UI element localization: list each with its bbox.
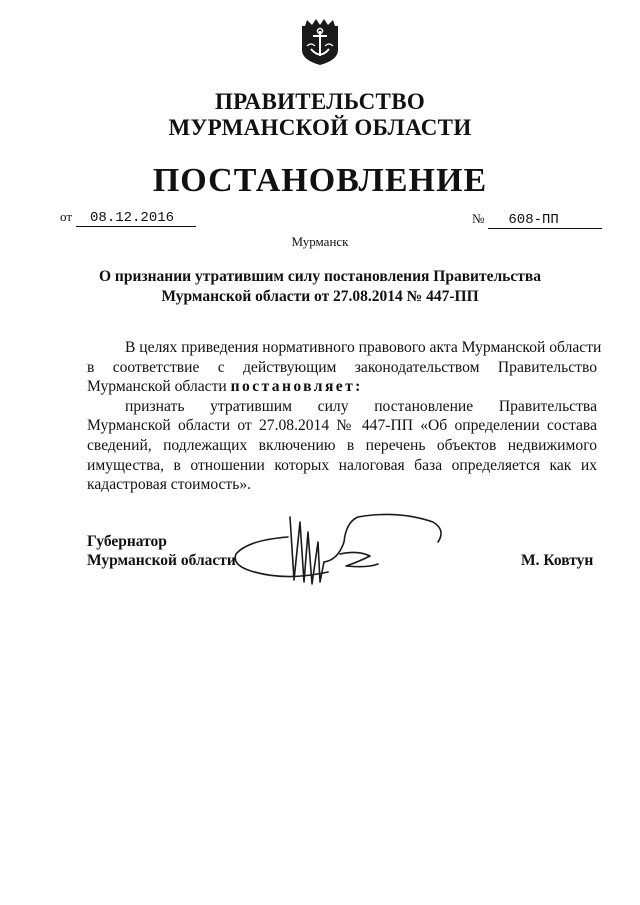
subject-line1: О признании утратившим силу постановления Правительства <box>98 268 541 285</box>
number-prefix: № <box>472 211 485 226</box>
date-prefix: от <box>60 209 73 224</box>
city-label: Мурманск <box>291 234 349 249</box>
subject-line2: Мурманской области от 27.08.2014 № 447-ПП <box>161 288 479 305</box>
paragraph-1-first-line: В целях приведения нормативного правового акта Мурманской области <box>125 339 602 356</box>
paragraph-2: признать утратившим силу постановление Правительства Мурманской области от 27.08.2014 № 447-ПП «Об определении состава сведений, подлежащих включению в перечень объектов недвижимого имущества, в отношении которых налоговая база определяется как их кадастровая стоимость». <box>87 397 597 494</box>
body-text <box>87 338 602 495</box>
document-type-heading: ПОСТАНОВЛЕНИЕ <box>152 162 488 199</box>
signatory-position-line2: Мурманской области <box>87 552 236 569</box>
paragraph-1 <box>87 358 597 397</box>
number-field <box>472 210 602 229</box>
date-value: 08.12.2016 <box>76 210 196 227</box>
decree-keyword: постановляет: <box>230 378 363 396</box>
government-name-line2: МУРМАНСКОЙ ОБЛАСТИ <box>168 115 472 140</box>
number-value: 608-ПП <box>488 212 602 229</box>
paragraph-1-text: в соответствие с действующим законодательством Правительство Мурманской области <box>87 358 597 396</box>
coat-of-arms-emblem <box>299 16 341 66</box>
government-name-line1: ПРАВИТЕЛЬСТВО <box>214 89 426 114</box>
signatory-position-line1: Губернатор <box>87 533 167 550</box>
date-field <box>60 208 196 227</box>
handwritten-signature <box>228 502 453 587</box>
signatory-name: М. Ковтун <box>521 552 594 569</box>
